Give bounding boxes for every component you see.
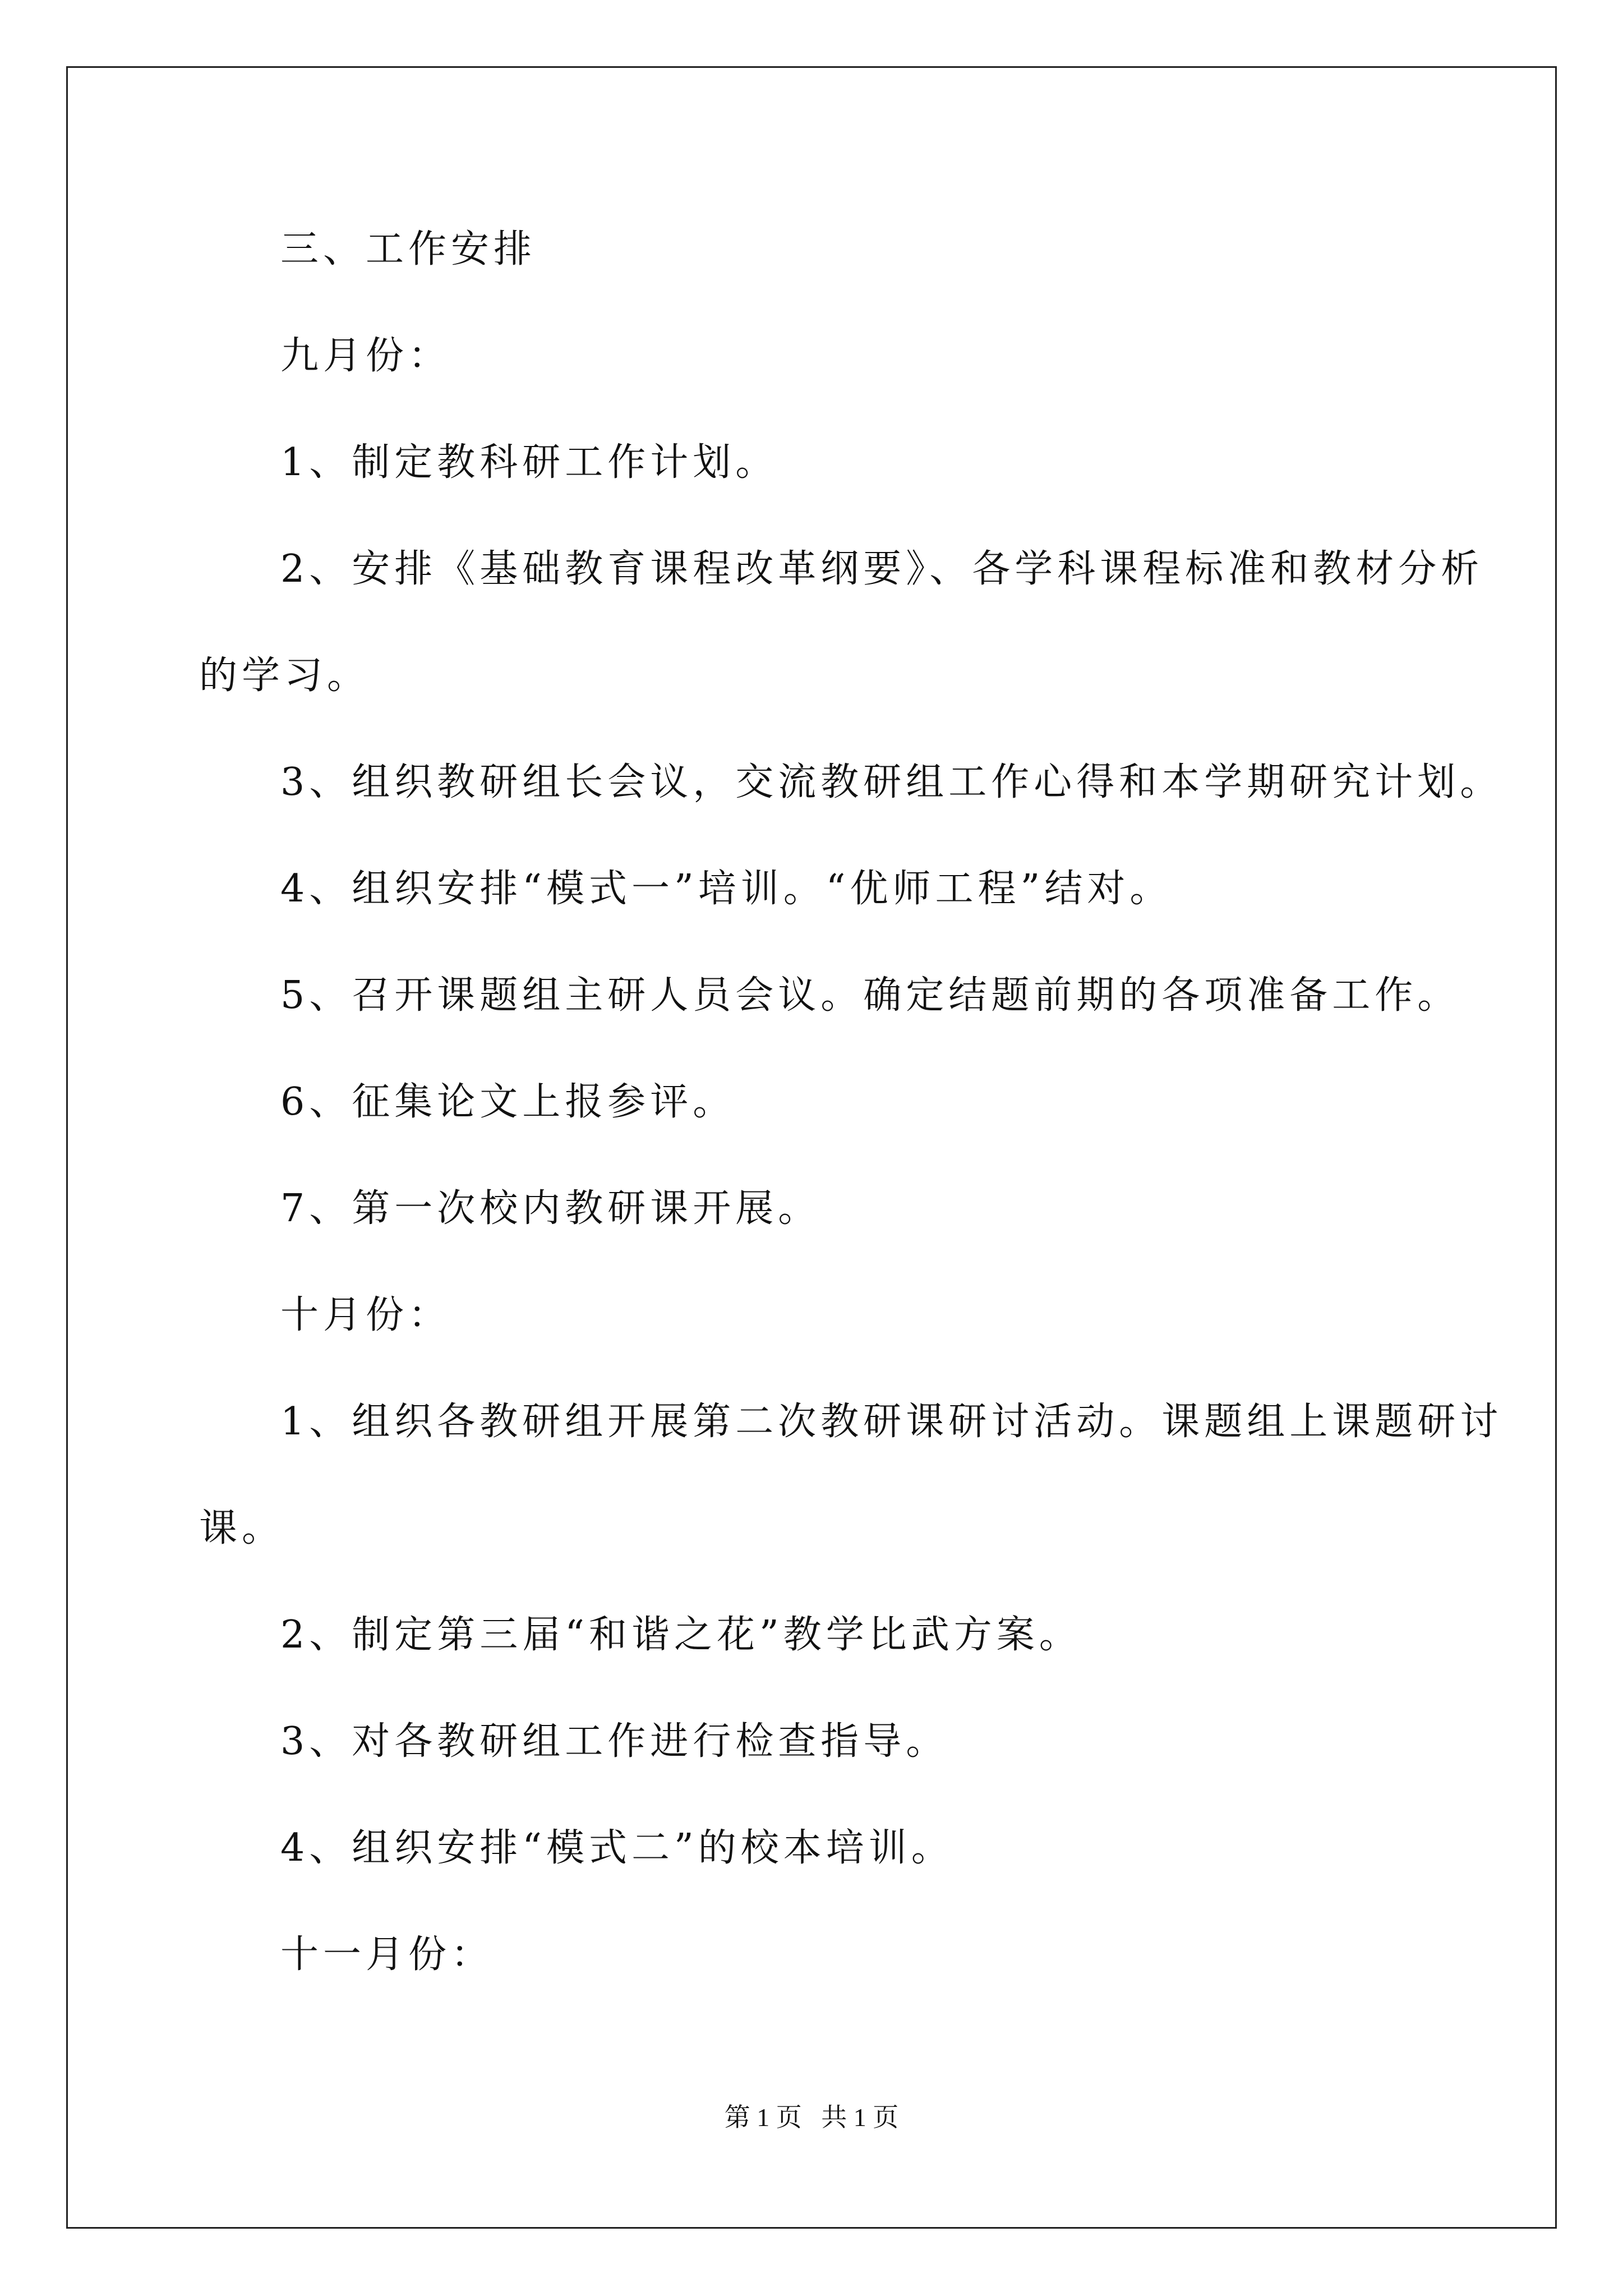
list-item: 5、召开课题组主研人员会议。确定结题前期的各项准备工作。 (280, 973, 1460, 1018)
list-item: 2、安排《基础教育课程改革纲要》、各学科课程标准和教材分析 (280, 547, 1484, 591)
list-item: 1、组织各教研组开展第二次教研课研讨活动。课题组上课题研讨 (280, 1400, 1503, 1444)
month-heading-september: 九月份： (280, 334, 451, 378)
list-item: 7、第一次校内教研课开展。 (280, 1186, 821, 1231)
month-heading-october: 十月份： (280, 1293, 451, 1337)
section-heading: 三、工作安排 (280, 227, 537, 272)
list-item: 4、组织安排“模式一”培训。“优师工程”结对。 (280, 867, 1173, 911)
page-border (66, 66, 1557, 2229)
list-item: 6、征集论文上报参评。 (280, 1080, 736, 1124)
list-item: 4、组织安排“模式二”的校本培训。 (280, 1826, 954, 1870)
list-item: 1、制定教科研工作计划。 (280, 440, 778, 485)
list-item: 2、制定第三届“和谐之花”教学比武方案。 (280, 1613, 1082, 1657)
list-item: 3、对各教研组工作进行检查指导。 (280, 1719, 949, 1764)
list-item: 3、组织教研组长会议，交流教研组工作心得和本学期研究计划。 (280, 760, 1503, 804)
month-heading-november: 十一月份： (280, 1932, 494, 1977)
list-item-continuation: 课。 (199, 1506, 285, 1550)
list-item-continuation: 的学习。 (199, 654, 370, 698)
page-footer: 第 1 页 共 1 页 (724, 2103, 899, 2132)
